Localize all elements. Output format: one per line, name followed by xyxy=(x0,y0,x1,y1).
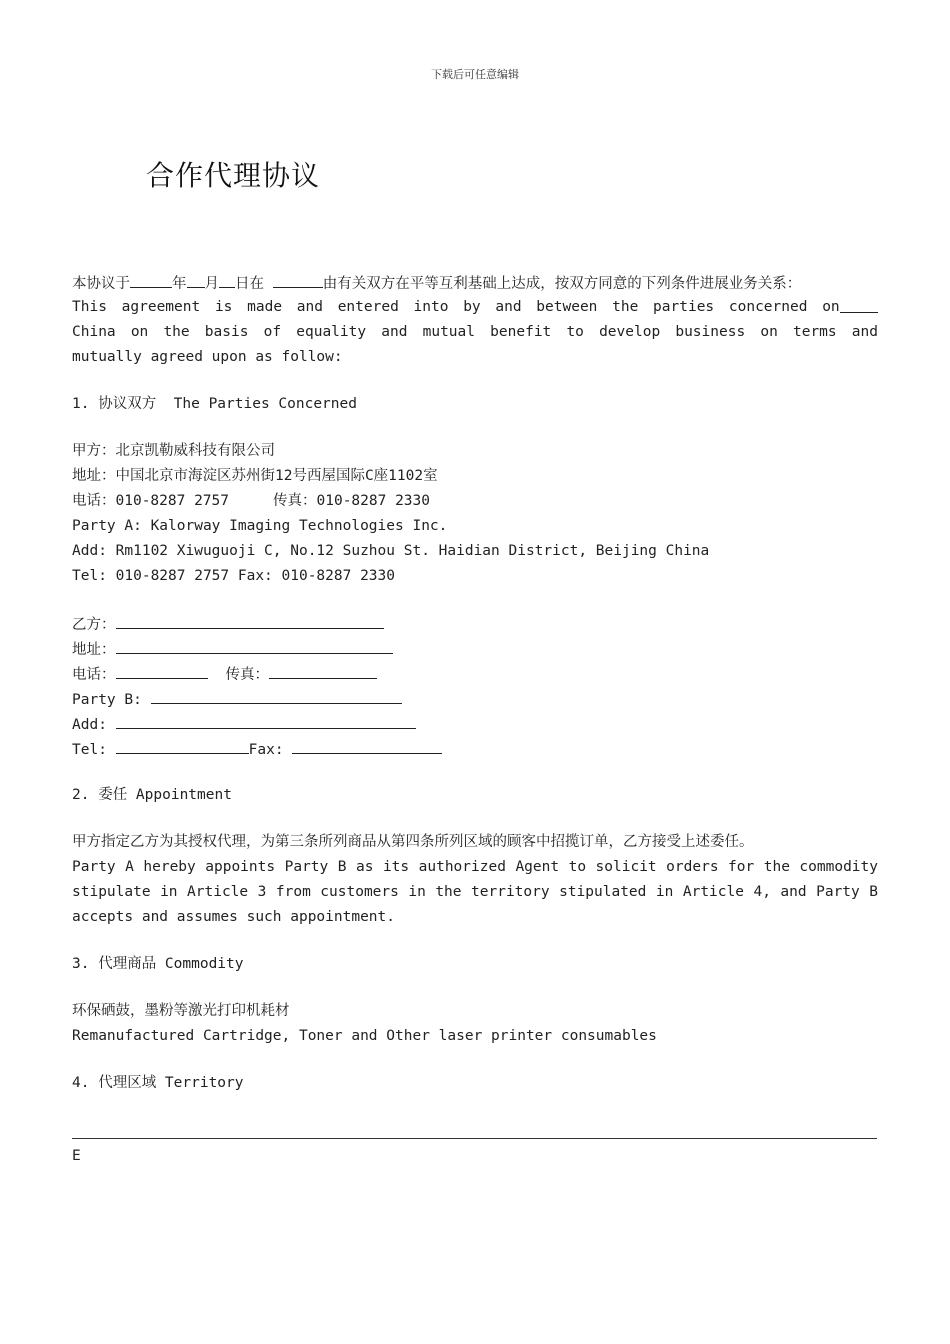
commodity-cn: 环保硒鼓，墨粉等激光打印机耗材 xyxy=(72,1003,290,1019)
section-4-heading: 4. 代理区域 Territory xyxy=(72,1075,244,1091)
document-title: 合作代理协议 xyxy=(146,159,321,192)
appointment-en-line-2: stipulate in Article 3 from customers in the territory stipulated in Article 4, and Party B xyxy=(72,884,878,900)
party-a-en: Party A: Kalorway Imaging Technologies Inc. xyxy=(72,518,448,534)
date-blank xyxy=(840,295,878,313)
party-b-name-blank xyxy=(116,611,384,629)
appointment-en-line-1: Party A hereby appoints Party B as its authorized Agent to solicit orders for the commodity xyxy=(72,859,878,875)
party-b-fax-en-blank xyxy=(292,736,442,754)
party-a-phone-fax-cn: 电话：010-8287 2757 传真：010-8287 2330 xyxy=(72,493,430,509)
year-blank xyxy=(130,270,172,288)
section-1-heading: 1. 协议双方 The Parties Concerned xyxy=(72,396,357,412)
intro-cn-line: 本协议于 年 月 日在 由有关双方在平等互利基础上达成，按双方同意的下列条件进展业务关系： xyxy=(72,270,878,295)
party-b-phone-blank xyxy=(116,661,208,679)
party-b-address-blank xyxy=(116,636,393,654)
party-a-address-en: Add: Rm1102 Xiwuguoji C, No.12 Suzhou St. Haidian District, Beijing China xyxy=(72,543,710,559)
document-body xyxy=(72,270,878,1096)
intro-en-line-3: mutually agreed upon as follow: xyxy=(72,349,343,365)
section-2-heading: 2. 委任 Appointment xyxy=(72,787,232,803)
intro-en-line-1: This agreement is made and entered into by and between the parties concerned on xyxy=(72,295,878,320)
party-b-tel-fax-en: Tel: Fax: xyxy=(72,736,878,761)
party-a-cn: 甲方：北京凯勒威科技有限公司 xyxy=(72,443,275,459)
intro-en-line-2: China on the basis of equality and mutual benefit to develop business on terms and xyxy=(72,324,878,340)
party-b-add-en-blank xyxy=(116,711,416,729)
party-b-cn: 乙方： xyxy=(72,611,878,636)
party-b-address-en: Add: xyxy=(72,711,878,736)
commodity-en: Remanufactured Cartridge, Toner and Other laser printer consumables xyxy=(72,1028,657,1044)
appointment-en-line-3: accepts and assumes such appointment. xyxy=(72,909,396,925)
party-b-address-cn: 地址： xyxy=(72,636,878,661)
page-header-note: 下载后可任意编辑 xyxy=(431,68,519,81)
appointment-cn: 甲方指定乙方为其授权代理，为第三条所列商品从第四条所列区域的顾客中招揽订单，乙方接受上述委任。 xyxy=(72,834,754,850)
page-divider xyxy=(72,1138,877,1139)
day-blank xyxy=(219,270,235,288)
party-b-phone-fax-cn: 电话： 传真： xyxy=(72,661,878,686)
party-b-fax-blank xyxy=(269,661,377,679)
party-a-address-cn: 地址：中国北京市海淀区苏州街12号西屋国际C座1102室 xyxy=(72,468,438,484)
party-b-tel-blank xyxy=(116,736,249,754)
month-blank xyxy=(187,270,205,288)
place-blank xyxy=(273,270,323,288)
party-b-en-blank xyxy=(151,686,402,704)
page-footer-letter: E xyxy=(72,1148,81,1164)
party-b-en: Party B: xyxy=(72,686,878,711)
party-a-tel-en: Tel: 010-8287 2757 Fax: 010-8287 2330 xyxy=(72,568,396,584)
section-3-heading: 3. 代理商品 Commodity xyxy=(72,956,244,972)
